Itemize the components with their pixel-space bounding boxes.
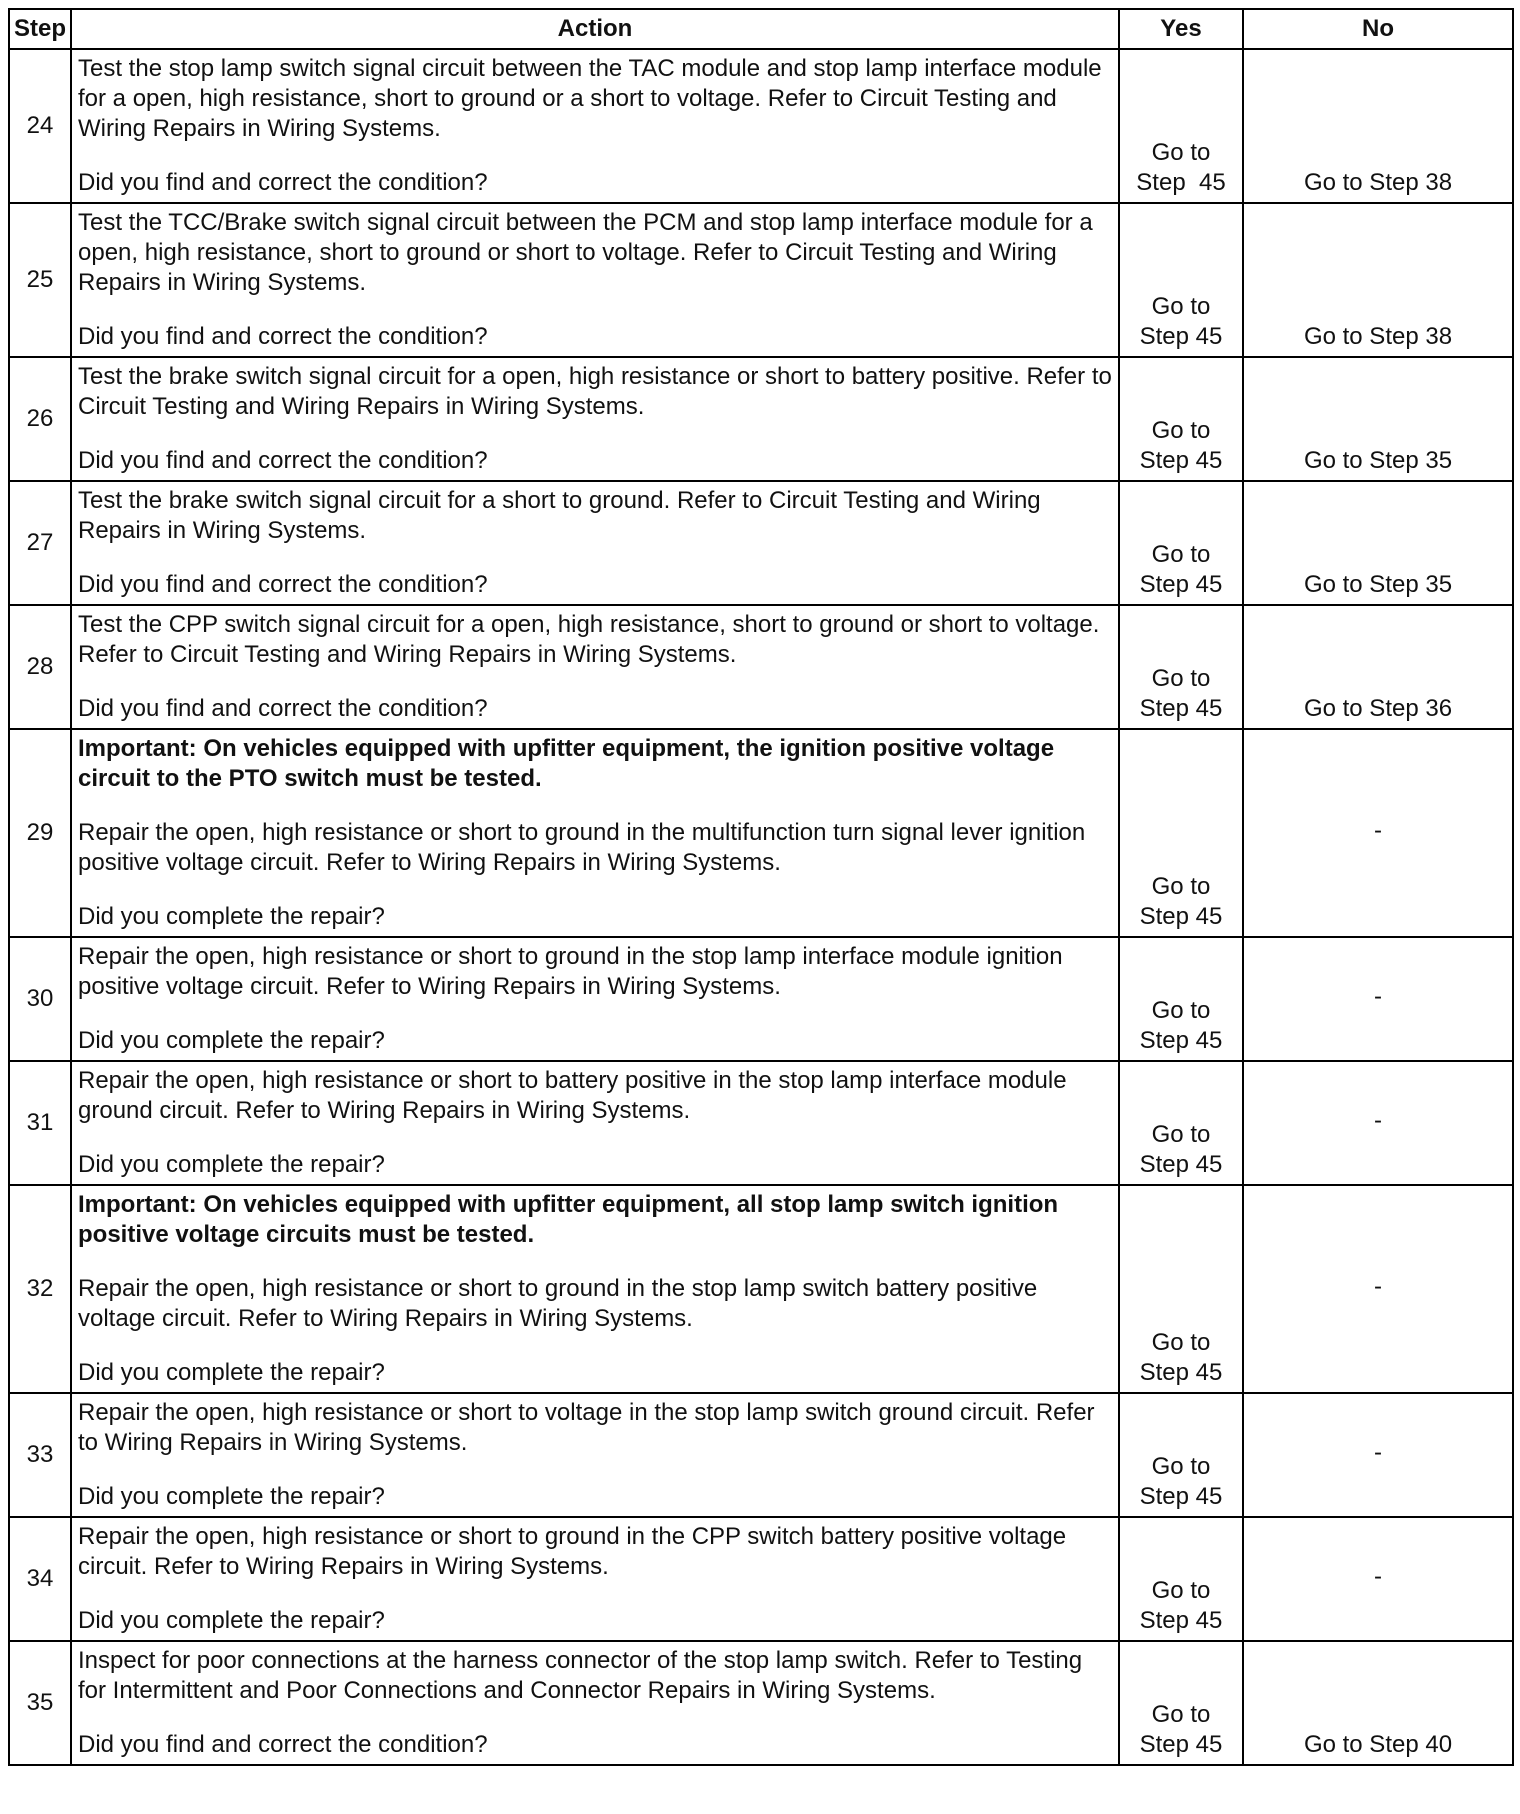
action-instruction: Repair the open, high resistance or short to ground in the multifunction turn signal lever ignition positive voltage circuit. Refer to Wiring Repairs in Wiring Systems.: [78, 819, 1086, 876]
yes-cell: [1119, 1393, 1243, 1517]
yes-goto-label: Go to: [1151, 1577, 1211, 1604]
table-header-row: [9, 9, 1513, 49]
header-action: Action: [71, 9, 1119, 49]
action-question: Did you complete the repair?: [78, 1151, 385, 1178]
yes-step-target: Step 45: [1139, 1027, 1223, 1054]
yes-step-target: Step 45: [1139, 1607, 1223, 1634]
no-cell: -: [1243, 729, 1513, 937]
action-question: Did you complete the repair?: [78, 1483, 385, 1510]
step-number: 26: [9, 357, 71, 481]
yes-step-target: Step 45: [1139, 1731, 1223, 1758]
yes-step-target: Step 45: [1139, 903, 1223, 930]
action-cell: [71, 1517, 1119, 1641]
yes-cell: [1119, 937, 1243, 1061]
action-cell: [71, 1641, 1119, 1765]
yes-goto-label: Go to: [1151, 1121, 1211, 1148]
yes-step-target: Step 45: [1139, 1151, 1223, 1178]
action-instruction: Test the brake switch signal circuit for a short to ground. Refer to Circuit Testing and Wiring Repairs in Wiring Systems.: [78, 487, 1041, 544]
action-instruction: Inspect for poor connections at the harness connector of the stop lamp switch. Refer to Testing for Intermittent and Poor Connections and Connector Repairs in Wiring Systems.: [78, 1647, 1083, 1704]
header-yes: Yes: [1119, 9, 1243, 49]
diagnostic-table: [8, 8, 1514, 1766]
yes-cell: [1119, 49, 1243, 203]
step-number: 25: [9, 203, 71, 357]
action-instruction: Test the brake switch signal circuit for a open, high resistance or short to battery positive. Refer to Circuit Testing and Wiring Repairs in Wiring Systems.: [78, 363, 1112, 420]
action-instruction: Repair the open, high resistance or short to ground in the CPP switch battery positive voltage circuit. Refer to Wiring Repairs in Wiring Systems.: [78, 1523, 1067, 1580]
yes-goto-label: Go to: [1151, 1453, 1211, 1480]
step-number: 34: [9, 1517, 71, 1641]
yes-goto-label: Go to: [1151, 417, 1211, 444]
step-number: 29: [9, 729, 71, 937]
action-instruction: Repair the open, high resistance or short to ground in the stop lamp interface module ignition positive voltage circuit. Refer to Wiring Repairs in Wiring Systems.: [78, 943, 1063, 1000]
no-cell: Go to Step 38: [1243, 203, 1513, 357]
action-question: Did you complete the repair?: [78, 903, 385, 930]
header-no: No: [1243, 9, 1513, 49]
yes-step-target: Step 45: [1139, 1359, 1223, 1386]
table-row: [9, 1641, 1513, 1765]
no-cell: Go to Step 35: [1243, 357, 1513, 481]
table-row: [9, 1517, 1513, 1641]
action-question: Did you find and correct the condition?: [78, 447, 488, 474]
yes-cell: [1119, 203, 1243, 357]
action-question: Did you find and correct the condition?: [78, 169, 488, 196]
action-cell: [71, 1185, 1119, 1393]
important-note: Important: On vehicles equipped with upfitter equipment, all stop lamp switch ignition positive voltage circuits must be tested.: [78, 1191, 1059, 1248]
no-cell: Go to Step 35: [1243, 481, 1513, 605]
action-cell: [71, 481, 1119, 605]
table-row: [9, 1393, 1513, 1517]
yes-goto-label: Go to: [1151, 293, 1211, 320]
yes-goto-label: Go to: [1151, 997, 1211, 1024]
yes-step-target: Step 45: [1139, 447, 1223, 474]
yes-goto-label: Go to: [1151, 139, 1211, 166]
action-question: Did you find and correct the condition?: [78, 1731, 488, 1758]
no-cell: Go to Step 38: [1243, 49, 1513, 203]
action-cell: [71, 605, 1119, 729]
yes-cell: [1119, 1185, 1243, 1393]
table-row: [9, 203, 1513, 357]
yes-cell: [1119, 1061, 1243, 1185]
yes-step-target: Step 45: [1139, 695, 1223, 722]
action-question: Did you complete the repair?: [78, 1027, 385, 1054]
important-note: Important: On vehicles equipped with upfitter equipment, the ignition positive voltage circuit to the PTO switch must be tested.: [78, 735, 1055, 792]
table-body: [9, 49, 1513, 1765]
action-cell: [71, 203, 1119, 357]
yes-cell: [1119, 357, 1243, 481]
no-cell: Go to Step 40: [1243, 1641, 1513, 1765]
no-cell: -: [1243, 937, 1513, 1061]
table-row: [9, 49, 1513, 203]
yes-goto-label: Go to: [1151, 873, 1211, 900]
table-row: [9, 1061, 1513, 1185]
action-cell: [71, 357, 1119, 481]
action-cell: [71, 1061, 1119, 1185]
no-cell: -: [1243, 1061, 1513, 1185]
header-step: Step: [9, 9, 71, 49]
action-cell: [71, 729, 1119, 937]
table-row: [9, 1185, 1513, 1393]
no-cell: -: [1243, 1185, 1513, 1393]
table-row: [9, 729, 1513, 937]
action-instruction: Test the TCC/Brake switch signal circuit between the PCM and stop lamp interface module for a open, high resistance, short to ground or short to voltage. Refer to Circuit Testing and Wiring Repairs in Wiring Systems.: [78, 209, 1093, 296]
action-instruction: Test the stop lamp switch signal circuit between the TAC module and stop lamp interface module for a open, high resistance, short to ground or a short to voltage. Refer to Circuit Testing and Wiring Repairs in Wiring Systems.: [78, 55, 1102, 142]
action-question: Did you complete the repair?: [78, 1359, 385, 1386]
step-number: 27: [9, 481, 71, 605]
yes-step-target: Step 45: [1139, 1483, 1223, 1510]
action-cell: [71, 49, 1119, 203]
yes-cell: [1119, 1641, 1243, 1765]
no-cell: Go to Step 36: [1243, 605, 1513, 729]
yes-step-target: Step 45: [1139, 571, 1223, 598]
action-cell: [71, 937, 1119, 1061]
step-number: 33: [9, 1393, 71, 1517]
action-instruction: Repair the open, high resistance or short to ground in the stop lamp switch battery positive voltage circuit. Refer to Wiring Repairs in Wiring Systems.: [78, 1275, 1038, 1332]
no-cell: -: [1243, 1393, 1513, 1517]
yes-goto-label: Go to: [1151, 1329, 1211, 1356]
step-number: 32: [9, 1185, 71, 1393]
yes-step-target: Step 45: [1136, 169, 1226, 196]
action-cell: [71, 1393, 1119, 1517]
no-cell: -: [1243, 1517, 1513, 1641]
step-number: 24: [9, 49, 71, 203]
table-row: [9, 605, 1513, 729]
step-number: 30: [9, 937, 71, 1061]
yes-cell: [1119, 605, 1243, 729]
action-question: Did you find and correct the condition?: [78, 571, 488, 598]
yes-goto-label: Go to: [1151, 1701, 1211, 1728]
yes-step-target: Step 45: [1139, 323, 1223, 350]
action-instruction: Repair the open, high resistance or short to battery positive in the stop lamp interface module ground circuit. Refer to Wiring Repairs in Wiring Systems.: [78, 1067, 1067, 1124]
table-row: [9, 357, 1513, 481]
step-number: 28: [9, 605, 71, 729]
yes-cell: [1119, 1517, 1243, 1641]
action-question: Did you find and correct the condition?: [78, 323, 488, 350]
yes-goto-label: Go to: [1151, 541, 1211, 568]
action-instruction: Repair the open, high resistance or short to voltage in the stop lamp switch ground circuit. Refer to Wiring Repairs in Wiring Systems.: [78, 1399, 1095, 1456]
step-number: 35: [9, 1641, 71, 1765]
yes-cell: [1119, 481, 1243, 605]
action-question: Did you complete the repair?: [78, 1607, 385, 1634]
table-row: [9, 481, 1513, 605]
step-number: 31: [9, 1061, 71, 1185]
action-question: Did you find and correct the condition?: [78, 695, 488, 722]
table-row: [9, 937, 1513, 1061]
yes-cell: [1119, 729, 1243, 937]
yes-goto-label: Go to: [1151, 665, 1211, 692]
action-instruction: Test the CPP switch signal circuit for a open, high resistance, short to ground or short to voltage. Refer to Circuit Testing and Wiring Repairs in Wiring Systems.: [78, 611, 1100, 668]
